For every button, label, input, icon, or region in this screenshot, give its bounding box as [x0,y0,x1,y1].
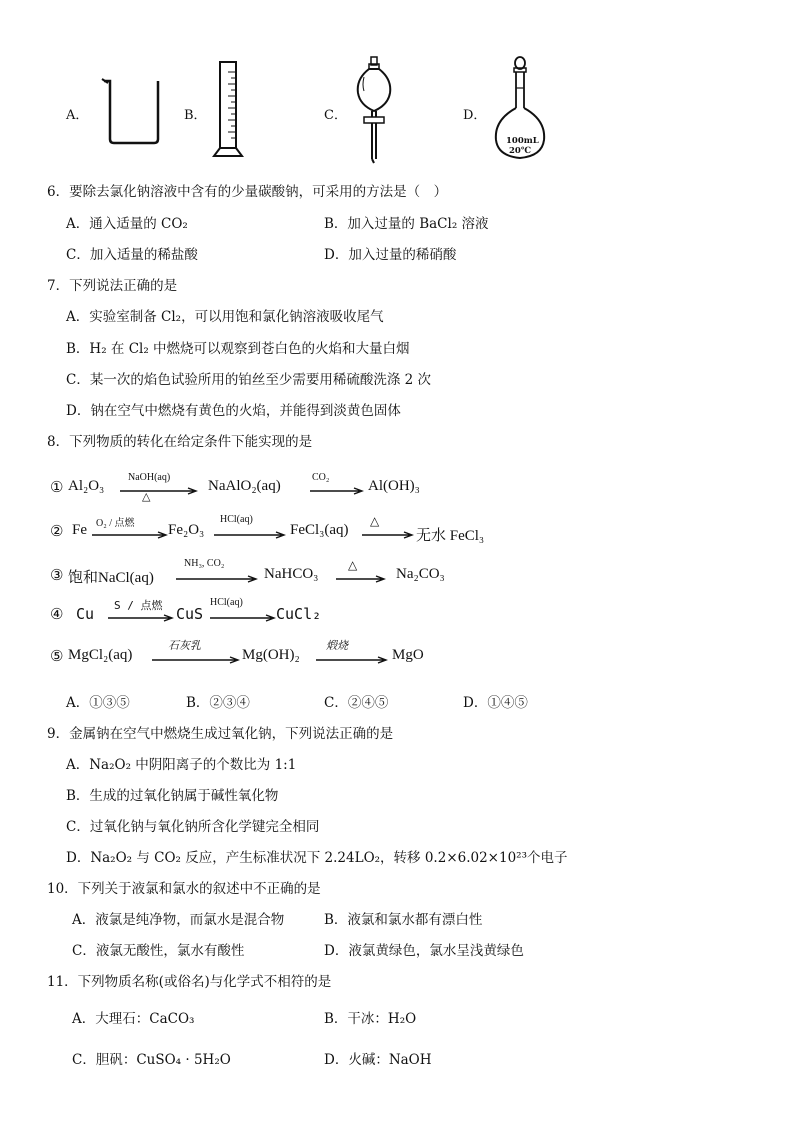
flask-temp-label: 20℃ [509,146,532,156]
reaction-2-cond1: O₂ / 点燃 [96,518,135,529]
reaction-2-product: 无水 FeCl₃ [416,528,485,544]
q10-stem: 10．下列关于液氯和氯水的叙述中不正确的是 [47,881,321,897]
reaction-5-product: MgO [392,647,424,663]
reaction-1-intermediate: NaAlO₂(aq) [208,478,281,494]
reaction-2-arrows [92,532,492,542]
q5-option-d-label: D． [463,108,487,123]
reaction-3-arrow-2 [336,576,384,582]
reaction-4-number: ④ [50,605,64,623]
reaction-5-cond1: 石灰乳 [168,640,201,652]
reaction-2-arrow-3 [362,532,412,538]
reaction-5-intermediate: Mg(OH)₂ [242,647,300,663]
q5-option-c-label: C． [324,108,347,123]
reaction-5-cond2: 煅烧 [326,640,348,652]
reaction-2-cond3: △ [370,514,380,528]
reaction-5-arrow-2 [316,657,386,663]
q8-option-d[interactable]: D．①④⑤ [463,695,528,711]
reaction-3-product: Na₂CO₃ [396,566,445,582]
reaction-2-number: ② [50,524,64,540]
reaction-1-cond1: NaOH(aq) [128,472,171,483]
q7-option-a[interactable]: A．实验室制备 Cl₂，可以用饱和氯化钠溶液吸收尾气 [66,309,384,325]
reaction-1-cond2: CO₂ [312,472,330,483]
q6-option-c[interactable]: C．加入适量的稀盐酸 [66,247,198,263]
q10-option-b[interactable]: B．液氯和氯水都有漂白性 [324,912,483,928]
reaction-4-cond2: HCl(aq) [210,597,243,608]
reaction-3-reactant: 饱和NaCl(aq) [68,570,154,586]
q7-option-c[interactable]: C．某一次的焰色试验所用的铂丝至少需要用稀硫酸洗涤 2 次 [66,372,432,388]
q9-option-c[interactable]: C．过氧化钠与氧化钠所含化学键完全相同 [66,819,320,835]
q9-stem: 9．金属钠在空气中燃烧生成过氧化钠，下列说法正确的是 [47,726,394,742]
reaction-3-cond1: NH₃, CO₂ [184,558,225,569]
reaction-4-reactant: Cu [76,605,95,623]
q10-option-a[interactable]: A．液氯是纯净物，而氯水是混合物 [72,912,285,928]
reaction-1-arrow-2 [310,488,362,494]
reaction-2-intermediate-1: Fe₂O₃ [168,522,205,538]
reaction-3-arrow-1 [176,576,256,582]
reaction-5-number: ⑤ [50,649,64,665]
reaction-2-cond2: HCl(aq) [220,514,253,525]
q5-option-b-label: B． [184,108,207,123]
q11-option-b[interactable]: B．干冰：H₂O [324,1011,417,1027]
reaction-1-arrows [120,488,480,498]
q6-stem: 6．要除去氯化钠溶液中含有的少量碳酸钠，可采用的方法是（ ） [47,184,448,200]
reaction-4-cond1: S / 点燃 [114,599,163,612]
q6-option-b[interactable]: B．加入过量的 BaCl₂ 溶液 [324,216,489,232]
reaction-1-arrow-1 [120,488,196,494]
reaction-5-arrow-1 [152,657,238,663]
reaction-1-reactant: Al₂O₃ [68,478,105,494]
beaker-icon[interactable] [100,75,168,147]
reaction-4-product: CuCl₂ [276,605,322,623]
reaction-4-intermediate: CuS [176,605,204,623]
reaction-3-intermediate: NaHCO₃ [264,566,319,582]
reaction-2-intermediate-2-text: FeCl₃(aq) [290,522,349,538]
q7-option-b[interactable]: B．H₂ 在 Cl₂ 中燃烧可以观察到苍白色的火焰和大量白烟 [66,341,410,357]
reaction-1-number: ① [50,480,64,496]
q11-option-d[interactable]: D．火碱：NaOH [324,1052,432,1068]
q9-option-b[interactable]: B．生成的过氧化钠属于碱性氧化物 [66,788,279,804]
q10-option-c[interactable]: C．液氯无酸性，氯水有酸性 [72,943,245,959]
separatory-funnel-icon[interactable] [350,55,400,165]
reaction-5-arrows [152,657,452,667]
q8-option-b[interactable]: B．②③④ [186,695,250,711]
q5-option-a-label: A． [66,108,89,123]
q6-option-a[interactable]: A．通入适量的 CO₂ [66,216,188,232]
reaction-2-arrow-1 [92,532,166,538]
q7-option-d[interactable]: D．钠在空气中燃烧有黄色的火焰，并能得到淡黄色固体 [66,403,401,419]
q10-option-d[interactable]: D．液氯黄绿色，氯水呈浅黄绿色 [324,943,524,959]
reaction-4-arrows [108,615,348,625]
q11-option-c[interactable]: C．胆矾：CuSO₄ · 5H₂O [72,1052,231,1068]
q11-option-a[interactable]: A．大理石：CaCO₃ [72,1011,195,1027]
reaction-2-reactant: Fe [72,522,87,538]
q11-stem: 11．下列物质名称(或俗名)与化学式不相符的是 [47,974,332,990]
q9-option-d[interactable]: D．Na₂O₂ 与 CO₂ 反应，产生标准状况下 2.24LO₂，转移 0.2×6.02×10²³个电子 [66,850,568,866]
q9-option-a[interactable]: A．Na₂O₂ 中阴阳离子的个数比为 1:1 [66,757,297,773]
q6-option-d[interactable]: D．加入过量的稀硝酸 [324,247,457,263]
reaction-1-cond1-heat: △ [142,491,151,503]
reaction-4-arrow-1 [108,615,172,621]
q8-option-c[interactable]: C．②④⑤ [324,695,389,711]
reaction-4-arrow-2 [210,615,274,621]
reaction-3-number: ③ [50,568,64,584]
reaction-2-arrow-2 [214,532,284,538]
q8-option-a[interactable]: A．①③⑤ [66,695,130,711]
reaction-5-reactant: MgCl₂(aq) [68,647,133,663]
reaction-3-arrows [176,576,476,586]
reaction-1-product: Al(OH)₃ [368,478,420,494]
flask-volume-label: 100mL [506,136,539,146]
q7-stem: 7．下列说法正确的是 [47,278,178,294]
q8-stem: 8．下列物质的转化在给定条件下能实现的是 [47,434,313,450]
graduated-cylinder-icon[interactable] [212,60,252,160]
reaction-3-cond2: △ [348,558,358,572]
